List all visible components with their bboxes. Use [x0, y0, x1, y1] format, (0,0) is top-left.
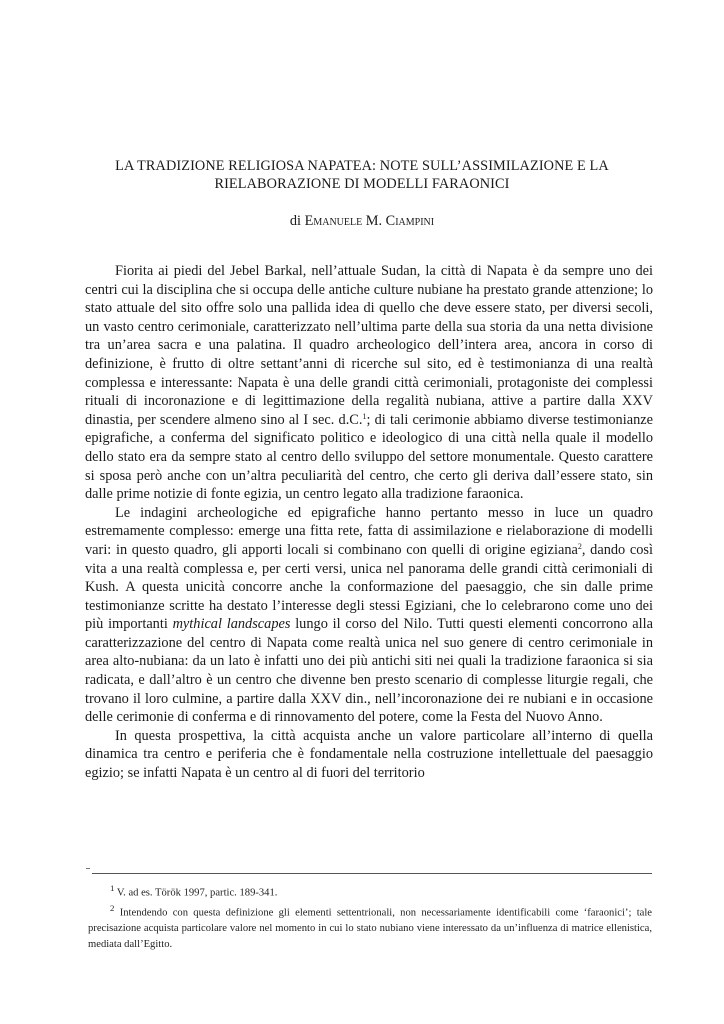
article-title — [90, 157, 634, 193]
footnote-separator — [92, 873, 652, 874]
paragraph-3 — [85, 727, 653, 783]
author-prefix: di — [289, 213, 302, 229]
footnote-rule-mark — [86, 868, 90, 869]
author-name: Emanuele M. Ciampini — [304, 213, 435, 229]
footnote-ref-1: 1 — [362, 411, 367, 421]
footnote-1-mark: 1 — [110, 883, 115, 893]
paragraph-2-italic: mythical landscapes — [172, 616, 291, 633]
title-line-1: LA TRADIZIONE RELIGIOSA NAPATEA: NOTE SULL’ASSIMILAZIONE E LA — [115, 158, 609, 174]
paragraph-2-part-b: , dando così vita a una realtà complessa e, per certi versi, unica nel panorama delle grandi città cerimoniali di Kush. A questa unicità concorre anche la conformazione del paesaggio, che sin dalle prime testimonianze scritte ha destato l’interesse degli stessi Egiziani, che lo celebrarono come uno dei più importanti — [85, 541, 653, 633]
footnotes — [88, 881, 652, 952]
footnote-2-mark: 2 — [110, 903, 115, 914]
paragraph-3-text: In questa prospettiva, la città acquista anche un valore particolare all’interno di quella dinamica tra centro e periferia che è fondamentale nella costruzione intellettuale del paesaggio egizio; se infatti Napata è un centro al di fuori del territorio — [85, 727, 653, 782]
paragraph-2-part-a: Le indagini archeologiche ed epigrafiche hanno pertanto messo in luce un quadro estremamente complesso: emerge una fitta rete, fatta di assimilazione e rielaborazione di modelli vari: in questo quadro, gli apporti locali si combinano con quelli di origine egiziana — [85, 504, 653, 558]
paragraph-2 — [85, 504, 653, 727]
body-text — [85, 262, 653, 783]
paragraph-2-part-c: lungo il corso del Nilo. Tutti questi elementi concorrono alla caratterizzazione del centro di Napata come realtà unica nel suo genere di centro cerimoniale in area alto-nubiana: da un lato è infatti uno dei più antichi siti nei quali la tradizione faraonica si sia radicata, e dall’altro è un centro che divenne ben presto scenario di complesse liturgie regali, che trovano il loro culmine, a partire dalla XXV din., nell’incoronazione dei re nubiani e in occasione delle cerimonie di conferma e di rinnovamento del potere, come la Festa del Nuovo Anno. — [85, 616, 653, 726]
author-line — [90, 212, 634, 230]
footnote-2 — [88, 901, 652, 952]
paragraph-1-part-a: Fiorita ai piedi del Jebel Barkal, nell’attuale Sudan, la città di Napata è da sempre uno dei centri cui la disciplina che si occupa delle antiche culture nubiane ha prestato grande attenzione; lo stato attuale del sito offre solo una pallida idea di quello che deve essere stato, per diversi secoli, un vasto centro cerimoniale, caratterizzato nell’ultima parte della sua storia da una netta divisione tra un’area sacra e una palatina. Il quadro archeologico dell’intera area, ancora in corso di definizione, è frutto di oltre settant’anni di ricerche sul sito, ed è testimonianza di una realtà complessa e interessante: Napata è una delle grandi città cerimoniali, protagoniste dei complessi rituali di incoronazione e di legittimazione della regalità nubiana, attive a partire dalla XXV dinastia, per scendere almeno sino al I sec. d.C. — [85, 263, 653, 428]
title-line-2: RIELABORAZIONE DI MODELLI FARAONICI — [214, 176, 510, 192]
footnote-ref-2: 2 — [577, 541, 582, 551]
footnote-2-text: Intendendo con questa definizione gli elementi settentrionali, non necessariamente identificabili come ‘faraonici’; tale precisazione acquista particolare valore nel momento in cui lo stato nubiano viene interessato da un’influenza di matrice ellenistica, mediata dall’Egitto. — [88, 907, 652, 950]
footnote-1-text: V. ad es. Török 1997, partic. 189-341. — [114, 887, 278, 899]
paragraph-1 — [85, 262, 653, 504]
paragraph-1-part-b: ; di tali cerimonie abbiamo diverse testimonianze epigrafiche, a conferma del significato politico e ideologico di una città nella quale il modello dello stato era da sempre stato al centro dello sviluppo del settore monumentale. Questo carattere si sposa però anche con un’altra peculiarità del centro, che certo gli deriva dall’essere stato, sin dalle prime notizie di fonte egizia, un centro legato alla tradizione faraonica. — [85, 411, 653, 503]
footnote-1 — [88, 881, 652, 901]
